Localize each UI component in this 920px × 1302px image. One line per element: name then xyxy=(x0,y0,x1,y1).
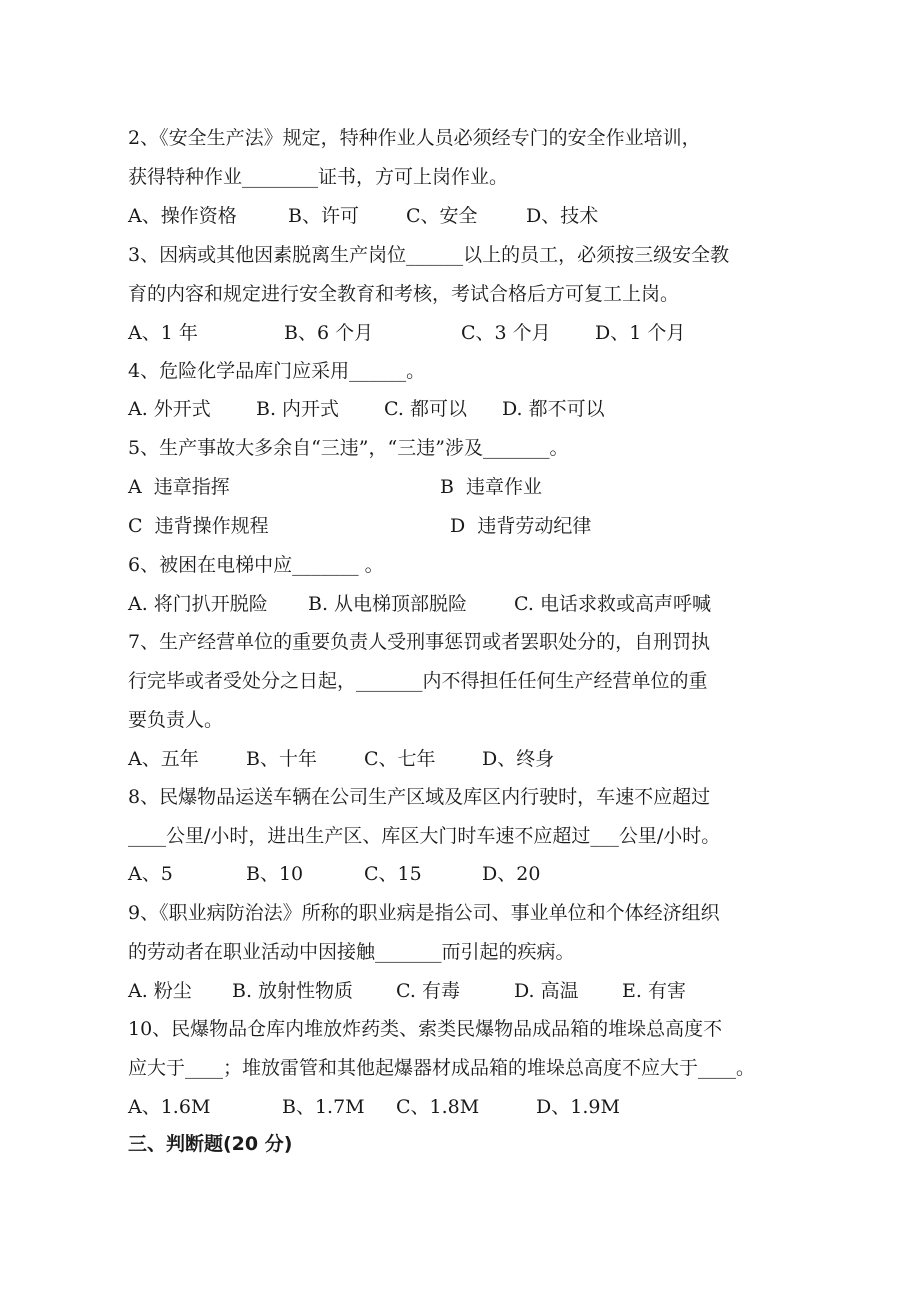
question-9-line-1: 9、《职业病防治法》所称的职业病是指公司、事业单位和个体经济组织 xyxy=(128,902,720,924)
question-7-options xyxy=(128,747,555,771)
question-6-line-1: 6、被困在电梯中应_______ 。 xyxy=(128,554,384,576)
option-d: D. 高温 xyxy=(514,980,579,1002)
option-b: B. 从电梯顶部脱险 xyxy=(308,593,468,615)
option-a: A、5 xyxy=(128,863,173,885)
question-10-options xyxy=(128,1095,620,1119)
question-2-options xyxy=(128,204,599,228)
option-a: A、1 年 xyxy=(128,322,198,344)
option-a: A、五年 xyxy=(128,748,199,770)
option-b: B、许可 xyxy=(288,205,359,227)
question-5-options-row-2 xyxy=(128,514,592,538)
question-7-line-1: 7、生产经营单位的重要负责人受刑事惩罚或者罢职处分的，自刑罚执 xyxy=(128,631,711,653)
question-3-line-1: 3、因病或其他因素脱离生产岗位______以上的员工，必须按三级安全教 xyxy=(128,244,730,266)
option-c: C、安全 xyxy=(406,205,478,227)
option-b: B、1.7M xyxy=(282,1096,365,1118)
question-5-options-row-1 xyxy=(128,475,543,499)
question-8-options xyxy=(128,862,541,886)
question-7-line-2: 行完毕或者受处分之日起，_______内不得担任任何生产经营单位的重 xyxy=(128,670,708,692)
section-3-heading: 三、判断题(20 分) xyxy=(128,1133,293,1155)
option-d: D、1 个月 xyxy=(595,322,686,344)
option-a: A 违章指挥 xyxy=(128,476,230,498)
option-a: A. 外开式 xyxy=(128,398,211,420)
question-4-options xyxy=(128,397,605,421)
option-a: A. 将门扒开脱险 xyxy=(128,593,268,615)
option-c: C、1.8M xyxy=(396,1096,480,1118)
option-b: B 违章作业 xyxy=(440,476,543,498)
question-5-line-1: 5、生产事故大多余自“三违”，“三违”涉及_______。 xyxy=(128,437,569,459)
option-d: D、技术 xyxy=(526,205,599,227)
option-b: B、6 个月 xyxy=(284,322,374,344)
question-6-options xyxy=(128,592,711,616)
option-d: D、1.9M xyxy=(536,1096,620,1118)
question-4-line-1: 4、危险化学品库门应采用______。 xyxy=(128,360,426,382)
option-d: D、终身 xyxy=(482,748,555,770)
option-c: C、3 个月 xyxy=(461,322,551,344)
option-b: B、十年 xyxy=(246,748,317,770)
question-7-line-3: 要负责人。 xyxy=(128,709,224,731)
question-3-line-2: 育的内容和规定进行安全教育和考核，考试合格后方可复工上岗。 xyxy=(128,283,680,305)
option-a: A. 粉尘 xyxy=(128,980,192,1002)
question-9-options xyxy=(128,979,686,1003)
option-d: D 违背劳动纪律 xyxy=(450,515,592,537)
option-a: A、操作资格 xyxy=(128,205,237,227)
question-3-options xyxy=(128,321,686,345)
option-c: C. 都可以 xyxy=(384,398,467,420)
option-b: B、10 xyxy=(246,863,304,885)
option-c: C、七年 xyxy=(364,748,436,770)
option-c: C. 有毒 xyxy=(396,980,460,1002)
question-10-line-1: 10、民爆物品仓库内堆放炸药类、索类民爆物品成品箱的堆垛总高度不 xyxy=(128,1018,723,1040)
question-8-line-1: 8、民爆物品运送车辆在公司生产区域及库区内行驶时，车速不应超过 xyxy=(128,786,711,808)
option-d: D、20 xyxy=(482,863,541,885)
option-c: C、15 xyxy=(364,863,422,885)
option-e: E. 有害 xyxy=(622,980,686,1002)
option-d: D. 都不可以 xyxy=(502,398,605,420)
option-b: B. 内开式 xyxy=(256,398,340,420)
question-9-line-2: 的劳动者在职业活动中因接触_______而引起的疾病。 xyxy=(128,941,575,963)
option-b: B. 放射性物质 xyxy=(232,980,354,1002)
question-2-line-1: 2、《安全生产法》规定，特种作业人员必须经专门的安全作业培训， xyxy=(128,127,701,149)
option-c: C. 电话求救或高声呼喊 xyxy=(514,593,711,615)
question-8-line-2: ____公里/小时，进出生产区、库区大门时车速不应超过___公里/小时。 xyxy=(128,825,721,847)
option-a: A、1.6M xyxy=(128,1096,211,1118)
question-10-line-2: 应大于____；堆放雷管和其他起爆器材成品箱的堆垛总高度不应大于____。 xyxy=(128,1057,756,1079)
option-c: C 违背操作规程 xyxy=(128,515,269,537)
question-2-line-2: 获得特种作业________证书，方可上岗作业。 xyxy=(128,166,509,188)
